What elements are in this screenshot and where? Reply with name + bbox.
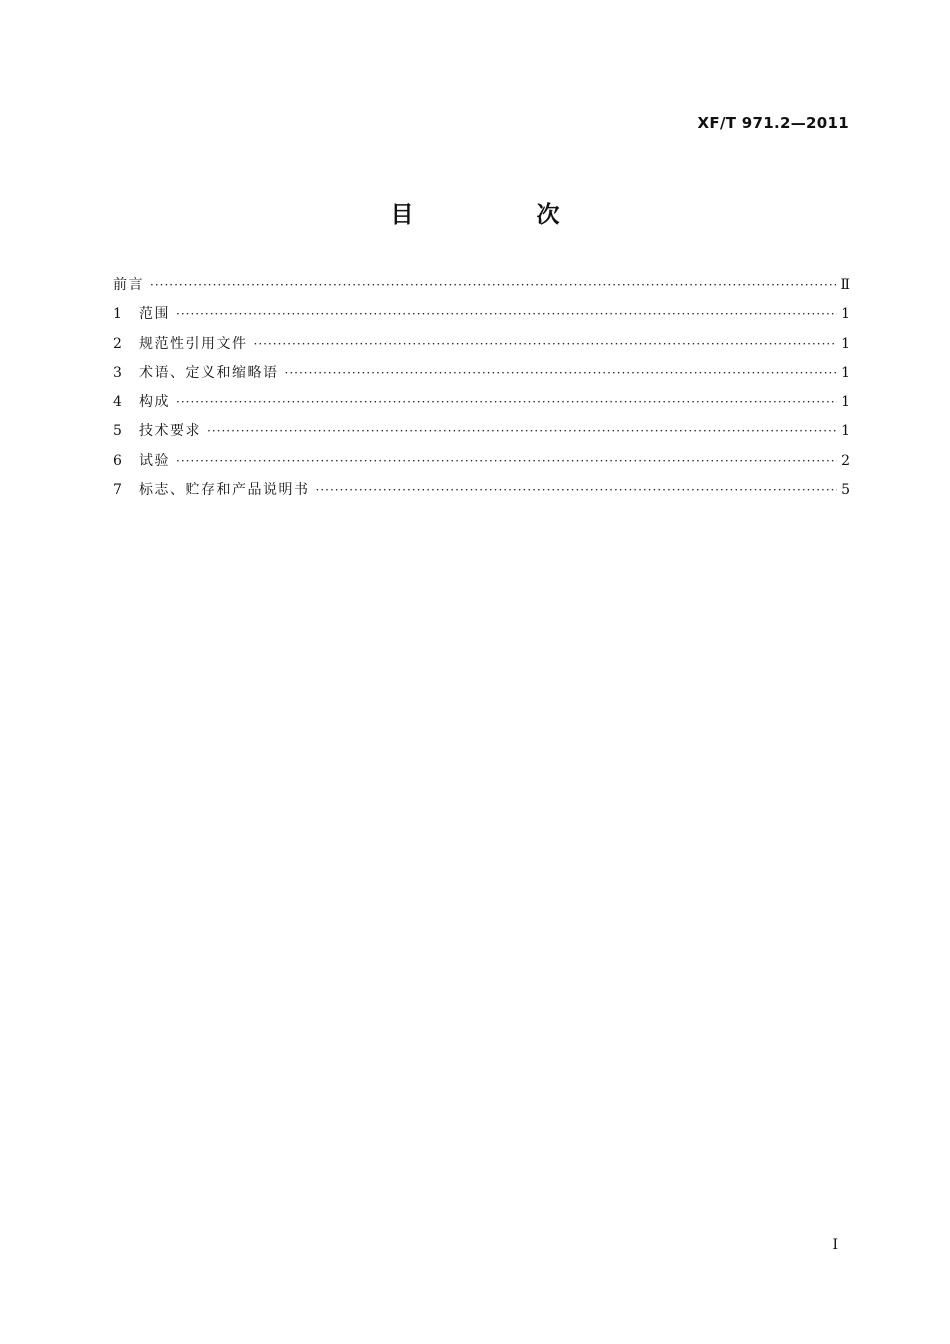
- toc-entry-preface[interactable]: [113, 274, 850, 303]
- toc-leader-dots: [285, 366, 838, 380]
- toc-entry-label: 试验: [139, 452, 170, 469]
- toc-entry-2[interactable]: [113, 333, 850, 362]
- toc-entry-6[interactable]: [113, 450, 850, 479]
- toc-entry-number: 2: [113, 335, 122, 352]
- toc-entry-page: 1: [841, 423, 850, 440]
- toc-entry-label: 规范性引用文件: [139, 335, 248, 352]
- toc-leader-dots: [176, 307, 837, 321]
- toc-entry-page: 2: [841, 452, 850, 469]
- toc-entry-number: 7: [113, 482, 122, 499]
- toc-leader-dots: [254, 337, 838, 351]
- toc-entry-5[interactable]: [113, 420, 850, 449]
- toc-entry-label: 术语、定义和缩略语: [139, 364, 279, 381]
- page-number: Ⅰ: [832, 1237, 838, 1253]
- toc-entry-number: 3: [113, 364, 122, 381]
- toc-leader-dots: [207, 424, 837, 438]
- standard-code: XF/T 971.2—2011: [697, 114, 849, 132]
- toc-entry-label: 技术要求: [139, 423, 201, 440]
- toc-entry-label: 前言: [113, 277, 144, 293]
- toc-entry-1[interactable]: [113, 303, 850, 332]
- toc-entry-3[interactable]: [113, 362, 850, 391]
- toc-entry-label: 标志、贮存和产品说明书: [139, 482, 310, 499]
- toc-entry-page: 1: [841, 394, 850, 411]
- toc-entry-number: 4: [113, 394, 122, 411]
- table-of-contents: [113, 274, 850, 508]
- toc-entry-number: 5: [113, 423, 122, 440]
- toc-entry-4[interactable]: [113, 391, 850, 420]
- toc-entry-page: 1: [841, 335, 850, 352]
- toc-entry-label: 构成: [139, 394, 170, 411]
- toc-entry-number: 6: [113, 452, 122, 469]
- toc-entry-label: 范围: [139, 306, 170, 323]
- toc-leader-dots: [150, 278, 836, 292]
- toc-entry-number: 1: [113, 306, 122, 323]
- toc-entry-page: 5: [841, 482, 850, 499]
- toc-leader-dots: [176, 395, 837, 409]
- toc-entry-7[interactable]: [113, 479, 850, 508]
- toc-leader-dots: [176, 454, 837, 468]
- toc-leader-dots: [316, 483, 838, 497]
- toc-entry-page: 1: [841, 306, 850, 323]
- page-title: 目 次: [390, 202, 610, 228]
- toc-entry-page: 1: [841, 364, 850, 381]
- toc-entry-page: Ⅱ: [840, 277, 850, 293]
